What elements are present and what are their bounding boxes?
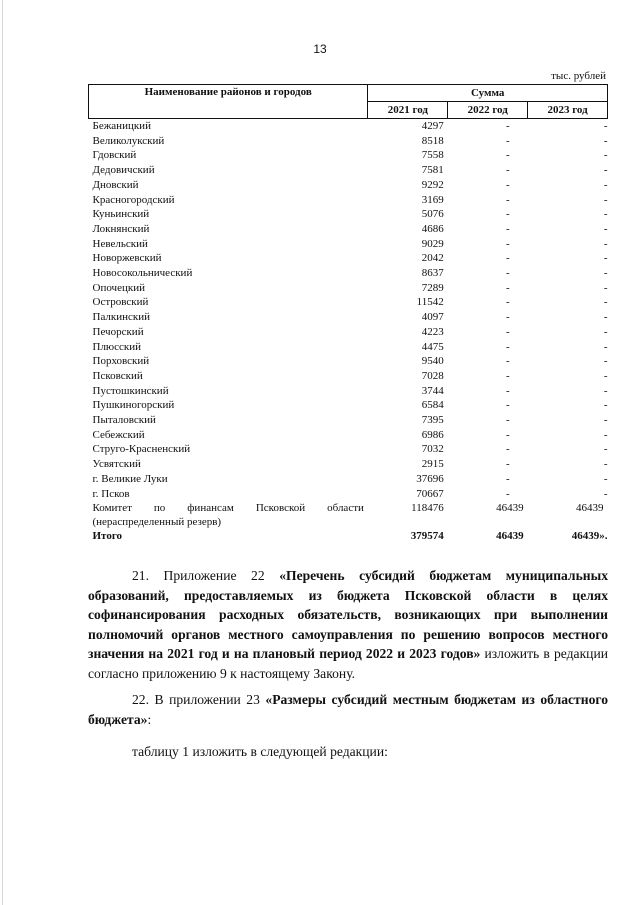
table-row (89, 178, 608, 193)
row-2023: - (603, 296, 608, 309)
table-row (89, 310, 608, 325)
header-name: Наименование районов и городов (89, 85, 368, 119)
table-row (89, 325, 608, 340)
row-2023: - (603, 311, 608, 324)
row-2021: 4097 (421, 311, 444, 324)
row-2021: 2042 (421, 252, 444, 265)
row-name: г. Великие Луки (92, 472, 168, 485)
row-name: Локнянский (92, 222, 150, 235)
row-2021: 9540 (421, 355, 444, 368)
row-name: Опочецкий (92, 281, 145, 294)
row-2023: - (603, 281, 608, 294)
row-2022: - (505, 472, 510, 485)
row-2022: - (505, 222, 510, 235)
row-name: Струго-Красненский (92, 443, 191, 456)
row-name: Порховский (92, 355, 150, 368)
row-2023: - (603, 369, 608, 382)
row-2022: - (505, 399, 510, 412)
row-2023: - (603, 443, 608, 456)
header-sum: Сумма (368, 85, 608, 102)
row-name: Бежаницкий (92, 120, 151, 132)
row-name: Псковский (92, 369, 143, 382)
row-2021: 3744 (421, 384, 444, 397)
table-row (89, 193, 608, 208)
row-2022: - (505, 355, 510, 368)
committee-2022: 46439 (496, 502, 524, 515)
row-2023: - (603, 208, 608, 221)
table-row (89, 148, 608, 163)
row-2021: 8637 (421, 267, 444, 280)
total-2021: 379574 (410, 530, 444, 543)
row-2022: - (505, 487, 510, 500)
row-2022: - (505, 281, 510, 294)
row-name: Гдовский (92, 149, 137, 162)
row-2022: - (505, 325, 510, 338)
row-name: Палкинский (92, 311, 151, 324)
row-2023: - (603, 487, 608, 500)
row-name: Великолукский (92, 134, 165, 147)
row-2021: 6986 (421, 428, 444, 441)
row-2022: - (505, 149, 510, 162)
committee-line2: (нераспределенный резерв) (92, 516, 222, 529)
row-2023: - (603, 355, 608, 368)
row-2021: 7289 (421, 281, 444, 294)
page-edge (2, 0, 3, 905)
row-2022: - (505, 134, 510, 147)
row-2023: - (603, 193, 608, 206)
row-name: Пушкиногорский (92, 399, 175, 412)
row-2021: 3169 (421, 193, 444, 206)
paragraph-table1: таблицу 1 изложить в следующей редакции: (132, 744, 388, 759)
row-name: Пустошкинский (92, 384, 169, 397)
row-2022: - (505, 178, 510, 191)
row-2023: - (603, 414, 608, 427)
table-row (89, 281, 608, 296)
table-row (89, 251, 608, 266)
row-name: Новосокольнический (92, 267, 193, 280)
row-name: Печорский (92, 325, 144, 338)
row-name: Пыталовский (92, 414, 156, 427)
row-2022: - (505, 267, 510, 280)
table-row (89, 119, 608, 134)
header-year-2021: 2021 год (368, 102, 448, 119)
paragraph-22 (88, 690, 608, 729)
para22-suffix: : (147, 711, 152, 727)
header-year-2022: 2022 год (448, 102, 528, 119)
row-2021: 4297 (421, 120, 444, 132)
para21-suffix: изложить в редакции согласно приложению 9 к настоящему Закону. (88, 646, 608, 681)
total-row (89, 529, 608, 544)
row-2023: - (603, 237, 608, 250)
committee-line1: Комитет по финансам Псковской области (92, 502, 364, 515)
row-2021: 7395 (421, 414, 444, 427)
row-2022: - (505, 296, 510, 309)
row-2021: 5076 (421, 208, 444, 221)
row-2021: 11542 (416, 296, 444, 309)
table-row (89, 237, 608, 252)
row-2022: - (505, 193, 510, 206)
row-2023: - (603, 384, 608, 397)
row-2022: - (505, 120, 510, 132)
table-row (89, 457, 608, 472)
row-2021: 70667 (416, 487, 444, 500)
paragraph-21 (88, 566, 608, 683)
table-row (89, 384, 608, 399)
table-row (89, 398, 608, 413)
row-2022: - (505, 252, 510, 265)
row-name: Красногородский (92, 193, 175, 206)
row-2022: - (505, 164, 510, 177)
table-row (89, 428, 608, 443)
committee-row (89, 501, 608, 529)
row-2021: 8518 (421, 134, 444, 147)
row-name: Куньинский (92, 208, 150, 221)
row-2023: - (603, 399, 608, 412)
row-2023: - (603, 325, 608, 338)
total-label: Итого (92, 530, 123, 543)
row-2023: - (603, 149, 608, 162)
row-name: Усвятский (92, 458, 141, 471)
row-2023: - (603, 267, 608, 280)
table-row (89, 222, 608, 237)
para22-bold: «Размеры субсидий местным бюджетам из областного бюджета» (88, 692, 608, 727)
row-2022: - (505, 443, 510, 456)
row-2021: 37696 (416, 472, 444, 485)
table-row (89, 442, 608, 457)
row-2021: 7028 (421, 369, 444, 382)
row-name: г. Псков (92, 487, 130, 500)
header-year-2023: 2023 год (528, 102, 608, 119)
row-2023: - (603, 120, 608, 132)
row-2021: 9292 (421, 178, 444, 191)
para22-prefix: 22. В приложении 23 (132, 692, 266, 707)
total-2023: 46439». (571, 530, 608, 543)
row-2021: 6584 (421, 399, 444, 412)
row-name: Островский (92, 296, 149, 309)
table-row (89, 207, 608, 222)
table-row (89, 295, 608, 310)
row-2022: - (505, 369, 510, 382)
table-row (89, 413, 608, 428)
table-row (89, 354, 608, 369)
table-row (89, 369, 608, 384)
table-row (89, 163, 608, 178)
table-row (89, 340, 608, 355)
committee-2021: 118476 (411, 502, 444, 515)
total-2022: 46439 (496, 530, 524, 543)
table-body (89, 119, 608, 502)
row-name: Дновский (92, 178, 139, 191)
row-2022: - (505, 414, 510, 427)
table-row (89, 487, 608, 502)
table-row (89, 134, 608, 149)
row-2021: 4475 (421, 340, 444, 353)
row-2021: 7581 (421, 164, 444, 177)
row-name: Невельский (92, 237, 148, 250)
row-2021: 7558 (421, 149, 444, 162)
row-2023: - (603, 222, 608, 235)
para21-prefix: 21. Приложение 22 (132, 568, 280, 583)
row-2021: 7032 (421, 443, 444, 456)
units-label: тыс. рублей (551, 70, 606, 82)
row-2023: - (603, 134, 608, 147)
row-2021: 9029 (421, 237, 444, 250)
row-2023: - (603, 428, 608, 441)
row-2023: - (603, 458, 608, 471)
row-name: Себежский (92, 428, 145, 441)
row-2022: - (505, 340, 510, 353)
row-2022: - (505, 428, 510, 441)
row-2022: - (505, 311, 510, 324)
row-2022: - (505, 208, 510, 221)
para21-bold: «Перечень субсидий бюджетам муниципальных образований, предоставляемых из бюджета Псковской области в целях софинансирования расходных обязательств, возникающих при выполнении полномочий органов местного самоуправления по решению вопросов местного значения на 2021 год и на плановый период 2022 и 2023 годов» (88, 568, 608, 661)
subsidy-table (88, 84, 608, 544)
row-2021: 4686 (421, 222, 444, 235)
row-name: Плюсский (92, 340, 142, 353)
row-2021: 4223 (421, 325, 444, 338)
page-number: 13 (313, 42, 327, 56)
row-2023: - (603, 472, 608, 485)
table-row (89, 266, 608, 281)
row-2022: - (505, 458, 510, 471)
row-2023: - (603, 164, 608, 177)
row-2023: - (603, 340, 608, 353)
row-name: Дедовичский (92, 164, 155, 177)
row-2021: 2915 (421, 458, 444, 471)
row-name: Новоржевский (92, 252, 162, 265)
table-row (89, 472, 608, 487)
row-2023: - (603, 178, 608, 191)
committee-2023: 46439 (576, 502, 604, 515)
row-2023: - (603, 252, 608, 265)
row-2022: - (505, 384, 510, 397)
row-2022: - (505, 237, 510, 250)
